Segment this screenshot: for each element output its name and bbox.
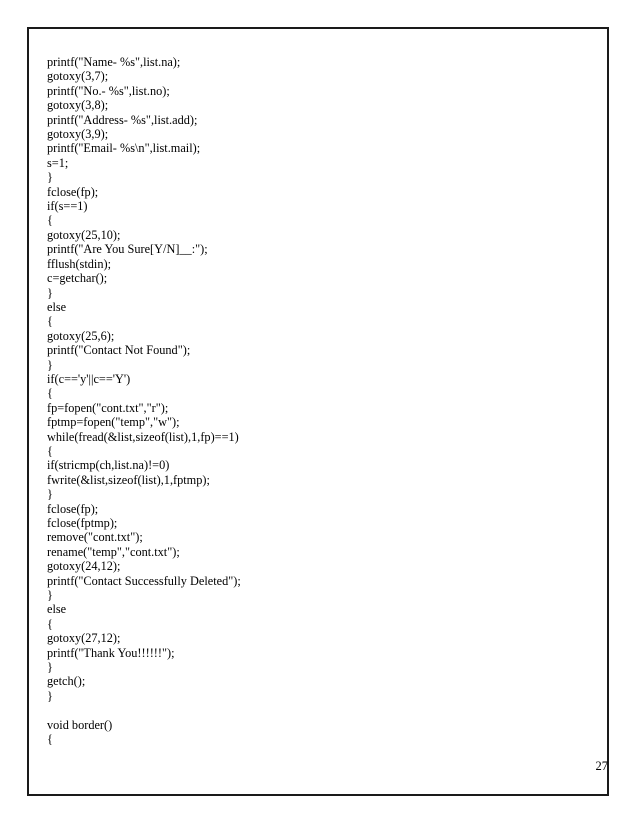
- code-line: }: [47, 170, 53, 185]
- code-line: printf("Email- %s\n",list.mail);: [47, 141, 201, 156]
- code-line: }: [47, 285, 53, 300]
- code-line: printf("No.- %s",list.no);: [47, 83, 170, 98]
- code-line: else: [47, 602, 67, 617]
- code-line: gotoxy(27,12);: [47, 631, 121, 646]
- code-line: {: [47, 732, 53, 747]
- code-line: {: [47, 386, 53, 401]
- code-line: gotoxy(25,10);: [47, 227, 121, 242]
- code-line: if(c=='y'||c=='Y'): [47, 371, 131, 386]
- code-line: printf("Name- %s",list.na);: [47, 55, 181, 69]
- code-line: [47, 703, 241, 717]
- code-line: printf("Contact Not Found");: [47, 343, 191, 358]
- code-line: {: [47, 213, 53, 228]
- code-line: s=1;: [47, 155, 69, 170]
- code-line: fclose(fp);: [47, 501, 99, 516]
- code-line: gotoxy(3,7);: [47, 69, 109, 84]
- code-line: gotoxy(25,6);: [47, 328, 115, 343]
- code-line: getch();: [47, 674, 86, 689]
- code-line: }: [47, 487, 53, 502]
- code-line: remove("cont.txt");: [47, 530, 143, 545]
- code-line: }: [47, 357, 53, 372]
- code-line: rename("temp","cont.txt");: [47, 544, 180, 559]
- code-line: fclose(fptmp);: [47, 516, 118, 530]
- code-line: void border(): [47, 717, 113, 732]
- code-line: fp=fopen("cont.txt","r");: [47, 400, 169, 415]
- code-line: }: [47, 660, 53, 675]
- code-line: gotoxy(3,8);: [47, 98, 109, 113]
- code-line: fwrite(&list,sizeof(list),1,fptmp);: [47, 472, 210, 487]
- code-line: fclose(fp);: [47, 184, 99, 199]
- code-line: {: [47, 616, 53, 631]
- code-line: c=getchar();: [47, 271, 108, 286]
- code-line: fptmp=fopen("temp","w");: [47, 415, 180, 430]
- code-line: }: [47, 688, 53, 703]
- code-line: printf("Contact Successfully Deleted");: [47, 573, 241, 588]
- code-line: printf("Are You Sure[Y/N]__:");: [47, 242, 208, 257]
- code-line: while(fread(&list,sizeof(list),1,fp)==1): [47, 429, 239, 444]
- page-number: 27: [595, 759, 608, 773]
- code-line: else: [47, 299, 67, 314]
- code-line: gotoxy(3,9);: [47, 127, 109, 142]
- code-line: }: [47, 588, 53, 603]
- code-listing: [47, 55, 241, 747]
- code-line: fflush(stdin);: [47, 256, 111, 271]
- code-line: {: [47, 314, 53, 329]
- code-line: if(stricmp(ch,list.na)!=0): [47, 458, 170, 473]
- code-line: gotoxy(24,12);: [47, 559, 121, 574]
- code-line: {: [47, 443, 53, 458]
- code-line: printf("Address- %s",list.add);: [47, 112, 198, 127]
- code-line: printf("Thank You!!!!!!");: [47, 645, 175, 660]
- code-line: if(s==1): [47, 199, 88, 214]
